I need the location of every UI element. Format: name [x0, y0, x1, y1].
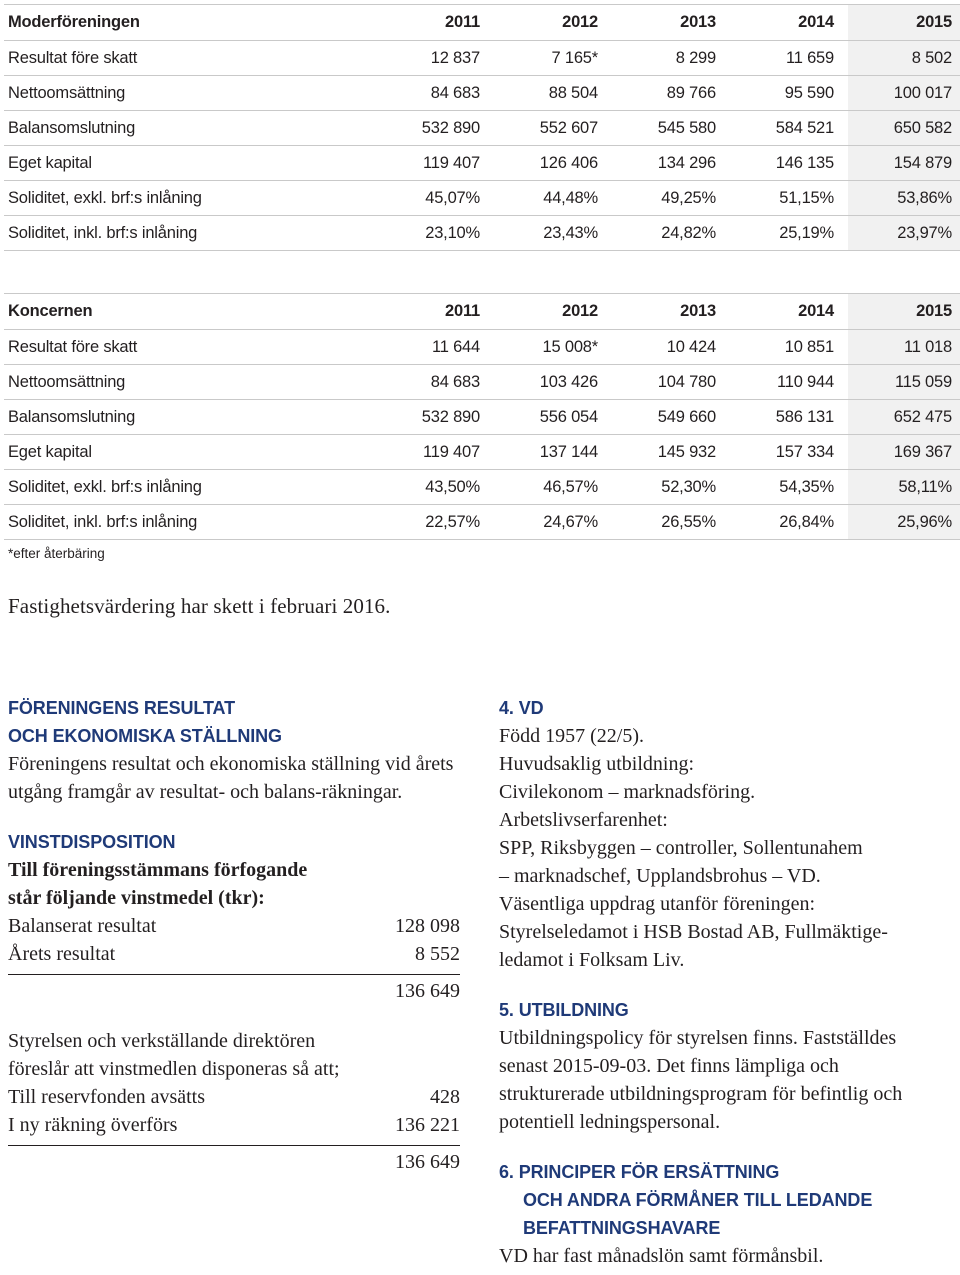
cell-value: 7 165*	[494, 41, 612, 76]
year-header: 2011	[376, 5, 494, 41]
amount-row-carry	[8, 1111, 460, 1139]
compensation-heading-line: 6. PRINCIPER FÖR ERSÄTTNING	[499, 1162, 780, 1182]
cell-value: 25,19%	[730, 216, 848, 251]
cell-value: 145 932	[612, 435, 730, 470]
amount-sum: 136 649	[395, 1151, 460, 1173]
cell-value: 43,50%	[376, 470, 494, 505]
cell-value: 15 008*	[494, 330, 612, 365]
vd-experience-line: – marknadschef, Upplandsbrohus – VD.	[499, 865, 821, 887]
cell-value: 119 407	[376, 435, 494, 470]
cell-value: 154 879	[848, 146, 960, 181]
cell-value: 26,55%	[612, 505, 730, 540]
cell-value: 134 296	[612, 146, 730, 181]
amount-row-balanced	[8, 912, 460, 940]
table-title: Koncernen	[4, 294, 376, 330]
year-header: 2012	[494, 5, 612, 41]
cell-value: 157 334	[730, 435, 848, 470]
proposal-line: Styrelsen och verkställande direktören	[8, 1030, 316, 1052]
cell-value: 46,57%	[494, 470, 612, 505]
vd-born: Född 1957 (22/5).	[499, 725, 644, 747]
amount-row-reserve	[8, 1083, 460, 1111]
row-label: Soliditet, exkl. brf:s inlåning	[4, 181, 376, 216]
year-header: 2014	[730, 5, 848, 41]
cell-value: 532 890	[376, 111, 494, 146]
result-text: Föreningens resultat och ekonomiska ställning vid årets utgång framgår av resultat- och balans-räkningar.	[8, 753, 454, 803]
right-column	[499, 694, 949, 1270]
cell-value: 8 502	[848, 41, 960, 76]
training-text: Utbildningspolicy för styrelsen finns. Fastställdes senast 2015-09-03. Det finns lämpliga och strukturerade utbildningsprogram för befintlig och potentiell ledningspersonal.	[499, 1027, 903, 1133]
amount-label: I ny räkning överförs	[8, 1114, 178, 1136]
vd-education-label: Huvudsaklig utbildning:	[499, 753, 694, 775]
cell-value: 89 766	[612, 76, 730, 111]
cell-value: 11 644	[376, 330, 494, 365]
row-label: Eget kapital	[4, 435, 376, 470]
cell-value: 52,30%	[612, 470, 730, 505]
cell-value: 58,11%	[848, 470, 960, 505]
cell-value: 22,57%	[376, 505, 494, 540]
amount-value: 428	[430, 1086, 460, 1108]
cell-value: 100 017	[848, 76, 960, 111]
cell-value: 146 135	[730, 146, 848, 181]
cell-value: 119 407	[376, 146, 494, 181]
table-row	[4, 181, 960, 216]
cell-value: 84 683	[376, 76, 494, 111]
disposition-heading: VINSTDISPOSITION	[8, 832, 176, 852]
amount-value: 136 221	[395, 1114, 460, 1136]
cell-value: 8 299	[612, 41, 730, 76]
cell-value: 51,15%	[730, 181, 848, 216]
table-header-row	[4, 294, 960, 330]
compensation-heading-line: OCH ANDRA FÖRMÅNER TILL LEDANDE	[523, 1190, 873, 1210]
left-column	[8, 694, 463, 1176]
cell-value: 23,97%	[848, 216, 960, 251]
compensation-heading-line: BEFATTNINGSHAVARE	[523, 1218, 721, 1238]
sum-divider	[8, 974, 460, 975]
cell-value: 12 837	[376, 41, 494, 76]
proposal-text	[8, 1027, 463, 1083]
valuation-note: Fastighetsvärdering har skett i februari 2016.	[8, 594, 391, 618]
table-header-row	[4, 5, 960, 41]
cell-value: 556 054	[494, 400, 612, 435]
disposition-intro-line: står följande vinstmedel (tkr):	[8, 887, 265, 909]
year-header: 2012	[494, 294, 612, 330]
amount-row-year	[8, 940, 460, 968]
cell-value: 84 683	[376, 365, 494, 400]
result-heading	[8, 694, 463, 750]
sum-divider	[8, 1145, 460, 1146]
cell-value: 53,86%	[848, 181, 960, 216]
row-label: Soliditet, inkl. brf:s inlåning	[4, 216, 376, 251]
cell-value: 45,07%	[376, 181, 494, 216]
cell-value: 23,43%	[494, 216, 612, 251]
table-row	[4, 400, 960, 435]
training-heading: 5. UTBILDNING	[499, 1000, 629, 1020]
row-label: Resultat före skatt	[4, 41, 376, 76]
footnote: *efter återbäring	[8, 546, 105, 561]
cell-value: 586 131	[730, 400, 848, 435]
cell-value: 104 780	[612, 365, 730, 400]
result-heading-line: FÖRENINGENS RESULTAT	[8, 698, 235, 718]
cell-value: 552 607	[494, 111, 612, 146]
row-label: Resultat före skatt	[4, 330, 376, 365]
compensation-heading	[499, 1158, 949, 1242]
table-row	[4, 470, 960, 505]
row-label: Nettoomsättning	[4, 365, 376, 400]
cell-value: 26,84%	[730, 505, 848, 540]
amount-value: 8 552	[415, 943, 460, 965]
row-label: Balansomslutning	[4, 400, 376, 435]
amount-label: Balanserat resultat	[8, 915, 157, 937]
disposition-intro-line: Till föreningsstämmans förfogande	[8, 859, 308, 881]
table-row	[4, 216, 960, 251]
cell-value: 545 580	[612, 111, 730, 146]
row-label: Soliditet, exkl. brf:s inlåning	[4, 470, 376, 505]
row-label: Balansomslutning	[4, 111, 376, 146]
table-row	[4, 146, 960, 181]
table-row	[4, 435, 960, 470]
compensation-text: VD har fast månadslön samt förmånsbil.	[499, 1245, 824, 1267]
table-title: Moderföreningen	[4, 5, 376, 41]
cell-value: 54,35%	[730, 470, 848, 505]
cell-value: 110 944	[730, 365, 848, 400]
year-header: 2013	[612, 294, 730, 330]
cell-value: 115 059	[848, 365, 960, 400]
cell-value: 25,96%	[848, 505, 960, 540]
cell-value: 532 890	[376, 400, 494, 435]
amount-value: 128 098	[395, 915, 460, 937]
year-header: 2015	[848, 5, 960, 41]
cell-value: 652 475	[848, 400, 960, 435]
row-label: Eget kapital	[4, 146, 376, 181]
cell-value: 44,48%	[494, 181, 612, 216]
year-header: 2011	[376, 294, 494, 330]
cell-value: 10 851	[730, 330, 848, 365]
row-label: Nettoomsättning	[4, 76, 376, 111]
cell-value: 169 367	[848, 435, 960, 470]
cell-value: 49,25%	[612, 181, 730, 216]
row-label: Soliditet, inkl. brf:s inlåning	[4, 505, 376, 540]
cell-value: 650 582	[848, 111, 960, 146]
cell-value: 10 424	[612, 330, 730, 365]
vd-assignments-label: Väsentliga uppdrag utanför föreningen:	[499, 893, 816, 915]
amount-label: Årets resultat	[8, 943, 116, 965]
table-row	[4, 330, 960, 365]
vd-experience-label: Arbetslivserfarenhet:	[499, 809, 668, 831]
vd-assignments: Styrelseledamot i HSB Bostad AB, Fullmäktige-ledamot i Folksam Liv.	[499, 921, 888, 971]
result-heading-line: OCH EKONOMISKA STÄLLNING	[8, 726, 282, 746]
cell-value: 137 144	[494, 435, 612, 470]
amount-label: Till reservfonden avsätts	[8, 1086, 206, 1108]
disposition-intro	[8, 856, 463, 912]
cell-value: 103 426	[494, 365, 612, 400]
table-row	[4, 365, 960, 400]
cell-value: 11 018	[848, 330, 960, 365]
cell-value: 23,10%	[376, 216, 494, 251]
year-header: 2014	[730, 294, 848, 330]
table-row	[4, 505, 960, 540]
cell-value: 24,67%	[494, 505, 612, 540]
vd-education: Civilekonom – marknadsföring.	[499, 781, 756, 803]
table-row	[4, 76, 960, 111]
proposal-line: föreslår att vinstmedlen disponeras så att;	[8, 1058, 340, 1080]
cell-value: 88 504	[494, 76, 612, 111]
cell-value: 11 659	[730, 41, 848, 76]
year-header: 2013	[612, 5, 730, 41]
vd-heading: 4. VD	[499, 698, 544, 718]
cell-value: 95 590	[730, 76, 848, 111]
amount-sum: 136 649	[395, 980, 460, 1002]
cell-value: 584 521	[730, 111, 848, 146]
group-table	[4, 293, 960, 540]
table-row	[4, 111, 960, 146]
parent-company-table	[4, 4, 960, 251]
cell-value: 549 660	[612, 400, 730, 435]
year-header: 2015	[848, 294, 960, 330]
cell-value: 24,82%	[612, 216, 730, 251]
table-row	[4, 41, 960, 76]
cell-value: 126 406	[494, 146, 612, 181]
vd-experience-line: SPP, Riksbyggen – controller, Sollentunahem	[499, 837, 863, 859]
